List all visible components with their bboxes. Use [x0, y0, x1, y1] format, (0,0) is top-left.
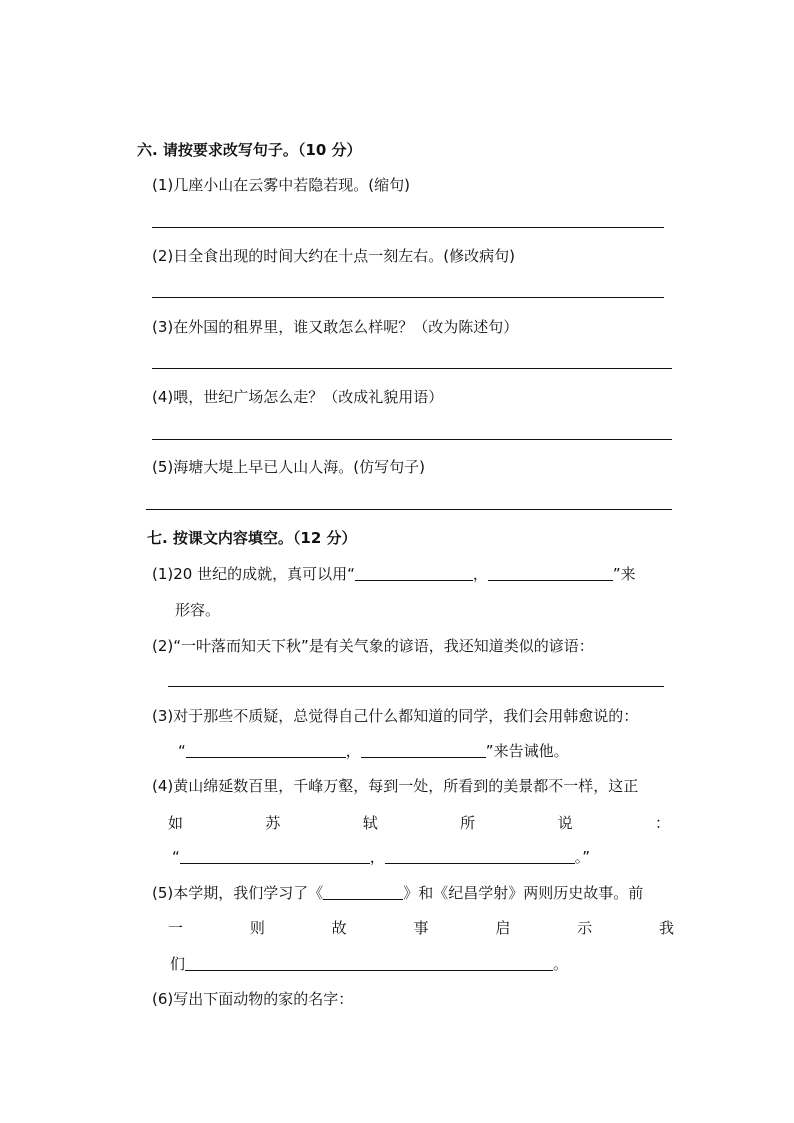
spread-char: 故	[331, 919, 347, 937]
section-6-title: 六. 请按要求改写句子。（10 分）	[137, 141, 362, 159]
spread-char: ：	[654, 814, 670, 832]
question-6-2: (2)日全食出现的时间大约在十点一刻左右。(修改病句)	[152, 247, 515, 265]
answer-line-6-2[interactable]	[152, 297, 664, 298]
close-quote: ”来	[612, 565, 636, 583]
question-6-1: (1)几座小山在云雾中若隐若现。(缩句)	[152, 176, 410, 194]
question-7-1-cont: 形容。	[175, 601, 221, 619]
question-7-6: (6)写出下面动物的家的名字：	[152, 990, 354, 1008]
question-6-3: (3)在外国的租界里，谁又敢怎么样呢？（改为陈述句）	[152, 318, 519, 336]
spread-char: 苏	[265, 814, 281, 832]
open-quote: “	[172, 848, 180, 866]
blank-7-5-title[interactable]	[323, 885, 403, 900]
question-7-1	[152, 565, 636, 583]
answer-line-6-1[interactable]	[152, 227, 664, 228]
question-7-4: (4)黄山绵延数百里，千峰万壑，每到一处，所看到的美景都不一样，这正	[152, 777, 639, 795]
spread-char: 如	[168, 814, 184, 832]
blank-7-1-b[interactable]	[488, 566, 613, 581]
spread-char: 说	[557, 814, 573, 832]
close-text: 。”	[574, 848, 591, 866]
question-7-4-blanks	[172, 848, 590, 866]
spread-char: 一	[168, 919, 184, 937]
comma: ，	[472, 565, 488, 583]
question-7-1-text: (1)20 世纪的成就，真可以用	[152, 565, 348, 583]
period: 。	[553, 955, 569, 973]
answer-line-6-5[interactable]	[146, 509, 672, 510]
open-quote: “	[347, 565, 355, 583]
question-7-5-line3	[170, 955, 568, 973]
spread-char: 启	[495, 919, 511, 937]
open-quote: “	[178, 742, 186, 760]
blank-7-4-a[interactable]	[180, 849, 370, 864]
answer-line-7-2[interactable]	[168, 686, 664, 687]
close-text: ”来告诫他。	[485, 742, 569, 760]
blank-7-5-lesson[interactable]	[185, 956, 553, 971]
spread-char: 我	[658, 919, 674, 937]
question-7-5-spread	[168, 919, 674, 937]
comma: ，	[345, 742, 361, 760]
answer-line-6-4[interactable]	[152, 439, 672, 440]
spread-char: 事	[413, 919, 429, 937]
blank-7-3-a[interactable]	[186, 743, 346, 758]
section-7-title: 七. 按课文内容填空。（12 分）	[147, 529, 357, 547]
spread-char: 示	[577, 919, 593, 937]
answer-line-6-3[interactable]	[152, 368, 672, 369]
question-7-4-spread	[168, 814, 670, 832]
question-7-5	[152, 884, 643, 902]
blank-7-4-b[interactable]	[385, 849, 575, 864]
spread-char: 则	[249, 919, 265, 937]
blank-7-3-b[interactable]	[361, 743, 486, 758]
question-6-4: (4)喂，世纪广场怎么走？（改成礼貌用语）	[152, 388, 444, 406]
blank-7-1-a[interactable]	[355, 566, 473, 581]
question-7-2: (2)“一叶落而知天下秋”是有关气象的谚语，我还知道类似的谚语：	[152, 637, 594, 655]
question-7-3: (3)对于那些不质疑，总觉得自己什么都知道的同学，我们会用韩愈说的：	[152, 707, 639, 725]
question-7-5-text-2: 》和《纪昌学射》两则历史故事。前	[403, 884, 644, 902]
spread-char: 所	[460, 814, 476, 832]
question-6-5: (5)海塘大堤上早已人山人海。(仿写句子)	[152, 458, 425, 476]
question-7-3-blanks	[178, 742, 569, 760]
comma: ，	[369, 848, 385, 866]
question-7-5-text: (5)本学期，我们学习了《	[152, 884, 324, 902]
spread-char: 轼	[362, 814, 378, 832]
question-7-5-text-3: 们	[170, 955, 186, 973]
